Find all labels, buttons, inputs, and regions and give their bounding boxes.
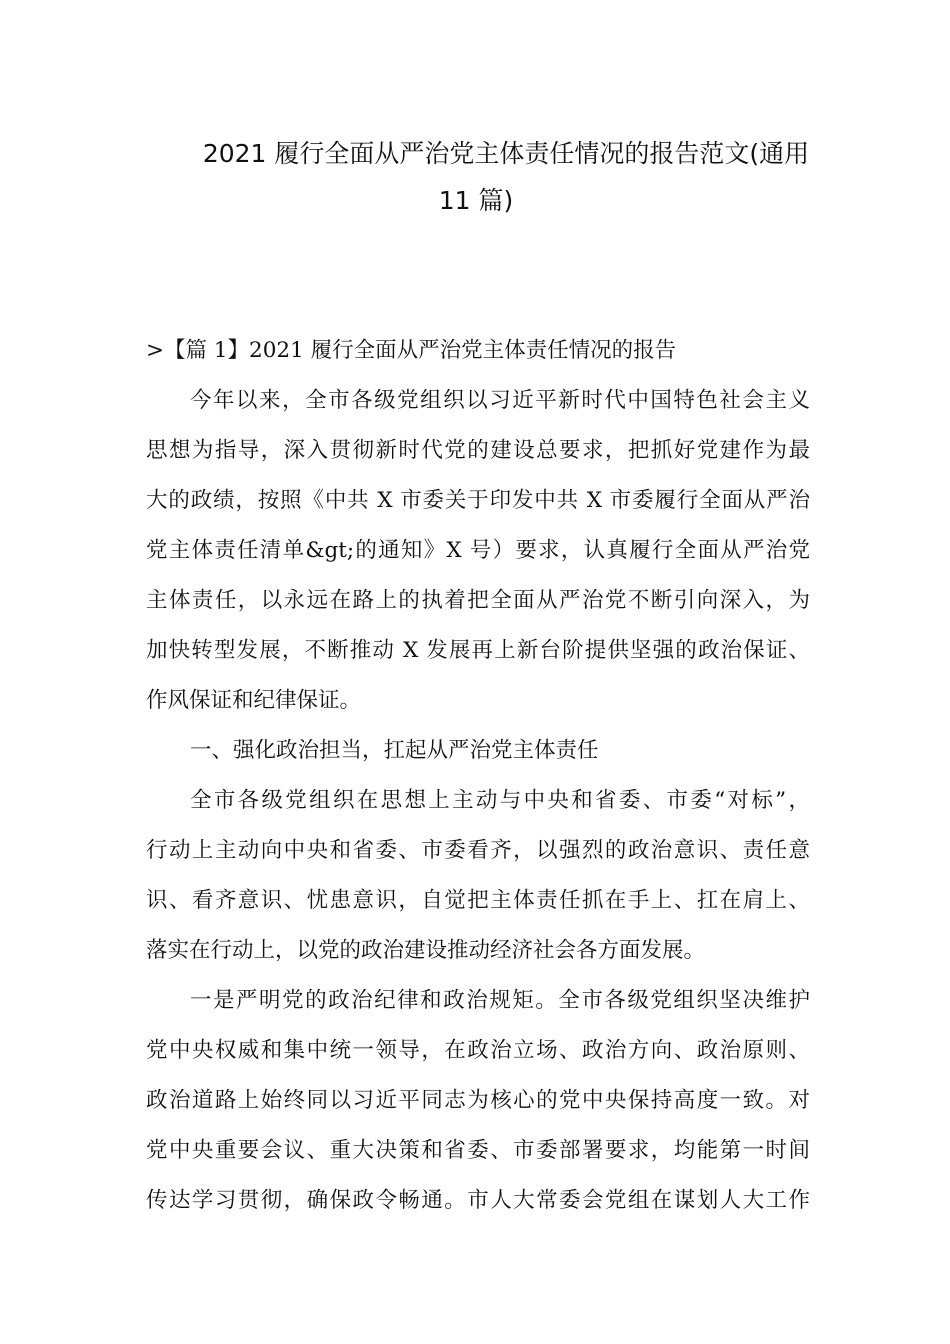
paragraph-1-line-4: 党主体责任清单&gt;的通知》X 号）要求，认真履行全面从严治党 [146,538,810,563]
paragraph-3-line-3: 政治道路上始终同以习近平同志为核心的党中央保持高度一致。对 [146,1088,810,1113]
paragraph-3-line-1: 一是严明党的政治纪律和政治规矩。全市各级党组织坚决维护 [190,988,810,1013]
paragraph-3-line-5: 传达学习贯彻，确保政令畅通。市人大常委会党组在谋划人大工作 [146,1188,810,1213]
paragraph-1-line-1: 今年以来，全市各级党组织以习近平新时代中国特色社会主义 [190,388,810,413]
paragraph-2-line-3: 识、看齐意识、忧患意识，自觉把主体责任抓在手上、扛在肩上、 [146,888,810,913]
paragraph-1-line-5: 主体责任，以永远在路上的执着把全面从严治党不断引向深入，为 [146,588,810,613]
paragraph-1-line-6: 加快转型发展，不断推动 X 发展再上新台阶提供坚强的政治保证、 [146,638,810,663]
paragraph-2-line-1: 全市各级党组织在思想上主动与中央和省委、市委“对标”， [190,788,810,813]
document-title-line-1: 2021 履行全面从严治党主体责任情况的报告范文(通用 [202,139,810,168]
paragraph-1-line-2: 思想为指导，深入贯彻新时代党的建设总要求，把抓好党建作为最 [146,438,810,463]
paragraph-1-line-7: 作风保证和纪律保证。 [146,688,362,713]
subheading-1: 一、强化政治担当，扛起从严治党主体责任 [190,738,599,763]
section-heading: >【篇 1】2021 履行全面从严治党主体责任情况的报告 [146,338,677,363]
paragraph-2-line-2: 行动上主动向中央和省委、市委看齐，以强烈的政治意识、责任意 [146,838,810,863]
document-title-line-2: 11 篇) [438,186,514,215]
paragraph-3-line-4: 党中央重要会议、重大决策和省委、市委部署要求，均能第一时间 [146,1138,810,1163]
paragraph-2-line-4: 落实在行动上，以党的政治建设推动经济社会各方面发展。 [146,938,706,963]
paragraph-3-line-2: 党中央权威和集中统一领导，在政治立场、政治方向、政治原则、 [146,1038,810,1063]
paragraph-1-line-3: 大的政绩，按照《中共 X 市委关于印发中共 X 市委履行全面从严治 [146,488,810,513]
